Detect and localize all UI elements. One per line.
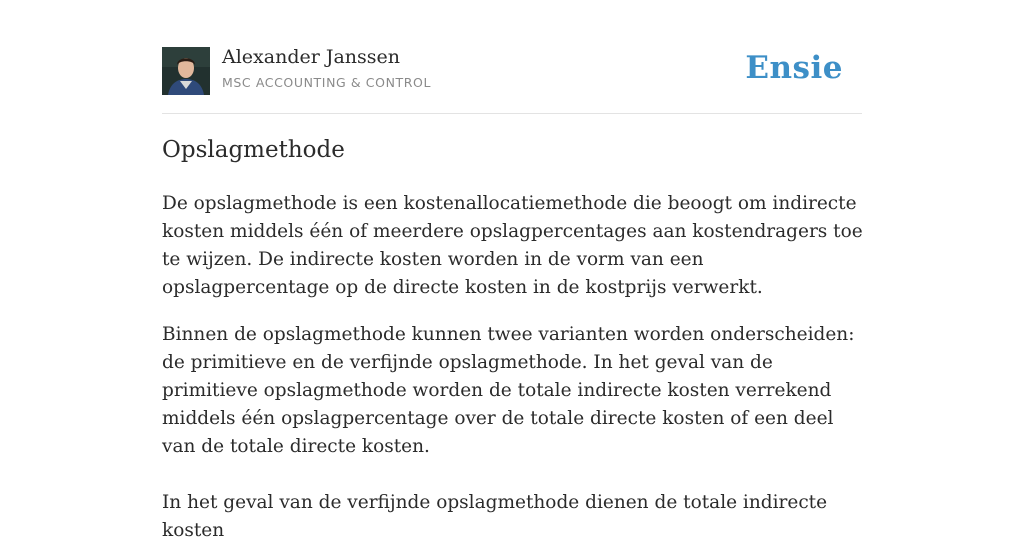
article-paragraph: De opslagmethode is een kostenallocatiemethode die beoogt om indirecte kosten middels één of meerdere opslagpercentages aan kostendragers toe te wijzen. De indirecte kosten worden in de vorm van een opslagpercentage op de directe kosten in de kostprijs verwerkt. bbox=[162, 193, 863, 298]
author-name[interactable]: Alexander Janssen bbox=[222, 46, 401, 68]
header-divider bbox=[162, 113, 862, 114]
article-paragraph: Binnen de opslagmethode kunnen twee varianten worden onderscheiden: de primitieve en de verfijnde opslagmethode. In het geval van de primitieve opslagmethode worden de totale indirecte kosten verrekend middels één opslagpercentage over de totale directe kosten of een deel van de totale directe kosten. bbox=[162, 324, 855, 457]
author-header bbox=[162, 46, 862, 96]
article-paragraph: In het geval van de verfijnde opslagmethode dienen de totale indirecte kosten bbox=[162, 492, 828, 541]
article-title: Opslagmethode bbox=[162, 137, 345, 163]
brand-logo[interactable]: Ensie bbox=[745, 50, 843, 86]
author-role: MSC ACCOUNTING & CONTROL bbox=[222, 75, 432, 90]
avatar-portrait-icon bbox=[162, 47, 210, 95]
avatar[interactable] bbox=[162, 47, 210, 95]
